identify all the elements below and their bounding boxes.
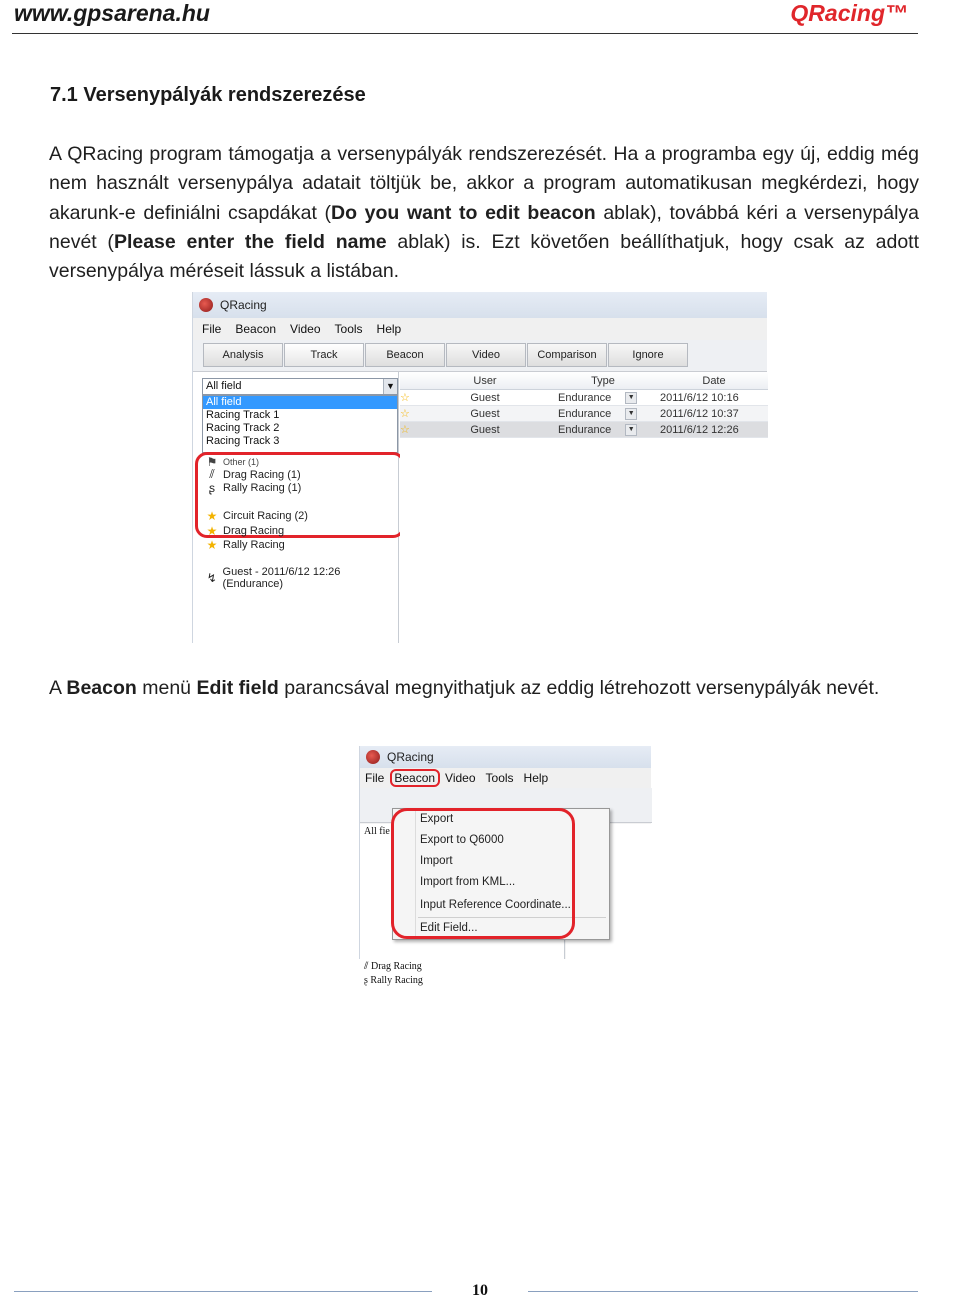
dropdown-option-track-3[interactable]: Racing Track 3 xyxy=(206,435,280,447)
paragraph-edit-field xyxy=(49,674,919,703)
window-body xyxy=(360,788,651,986)
menu-beacon[interactable]: Beacon xyxy=(235,322,277,336)
track-tree-pane xyxy=(193,372,399,643)
field-filter-select[interactable]: All fie xyxy=(364,826,390,837)
window-title: QRacing xyxy=(220,298,267,312)
chevron-down-icon[interactable]: ▼ xyxy=(383,379,397,394)
star-icon: ★ xyxy=(206,538,218,552)
screenshot-track-filter xyxy=(192,292,767,643)
field-filter-dropdown xyxy=(202,395,398,453)
menu-item-export-q6000[interactable]: Export to Q6000 xyxy=(420,834,504,846)
tab-track[interactable]: Track xyxy=(284,343,364,367)
column-header-user[interactable]: User xyxy=(473,374,497,387)
flag-icon: ⚑ xyxy=(206,455,218,469)
table-row[interactable]: ☆ Guest Endurance ▼ 2011/6/12 10:16 xyxy=(400,390,768,406)
para1-bold1: Do you want to edit beacon xyxy=(331,201,596,224)
para2-text2: menü xyxy=(136,677,197,699)
qracing-app-icon xyxy=(199,298,213,312)
tab-analysis[interactable]: Analysis xyxy=(203,343,283,367)
tree-item-rally-racing[interactable]: ʂ Rally Racing (1) xyxy=(205,481,301,495)
tree-item-session[interactable]: ↯ Guest - 2011/6/12 12:26 (Endurance) xyxy=(206,566,341,590)
menu-item-edit-field[interactable]: Edit Field... xyxy=(420,922,478,934)
menu-help[interactable]: Help xyxy=(376,322,402,336)
tree-item-drag-racing-2[interactable]: ★ Drag Racing xyxy=(206,524,285,538)
window-titlebar xyxy=(360,746,651,768)
para1-text1: A QRacing program támogatja a versenypályák rendszerezését. Ha a programba egy új, eddig még nem használt versenypálya adatait töltjük be, akkor a program automatikusan megkérdezi, hogy akarunk-e definiálni csapdákat ( xyxy=(49,143,919,224)
column-header-type[interactable]: Type xyxy=(591,374,615,387)
para2-bold1: Beacon xyxy=(66,677,137,699)
menu-video[interactable]: Video xyxy=(290,322,321,336)
menu-video[interactable]: Video xyxy=(445,771,476,785)
para2-bold2: Edit field xyxy=(196,677,279,699)
footer-rule-right xyxy=(528,1291,918,1292)
tree-item-rally-racing[interactable]: ʂ Rally Racing xyxy=(364,975,423,986)
qracing-app-icon xyxy=(366,750,380,764)
highlight-circle xyxy=(391,808,575,939)
field-filter-value: All field xyxy=(206,380,242,392)
footer-rule-left xyxy=(14,1291,432,1292)
menu-item-export[interactable]: Export xyxy=(420,813,454,825)
menu-beacon[interactable]: Beacon xyxy=(394,771,436,785)
highlight-beacon-menu xyxy=(390,769,440,787)
tree-item-other[interactable]: ⚑ Other (1) xyxy=(206,455,260,469)
tree-item-drag-racing[interactable]: ⫽ Drag Racing xyxy=(364,961,422,972)
star-icon: ☆ xyxy=(400,424,410,436)
para1-text3: ablak) is. Ezt követően beállíthatjuk, hogy csak az adott versenypálya méréseit lássuk a listában. xyxy=(49,230,919,283)
table-row[interactable]: ☆ Guest Endurance ▼ 2011/6/12 10:37 xyxy=(400,406,768,422)
tab-bar xyxy=(193,340,767,372)
star-icon: ☆ xyxy=(400,392,410,404)
menu-item-input-reference-coordinate[interactable]: Input Reference Coordinate... xyxy=(420,899,571,911)
star-icon: ★ xyxy=(206,509,218,523)
menu-file[interactable]: File xyxy=(365,771,385,785)
table-row[interactable]: ☆ Guest Endurance ▼ 2011/6/12 12:26 xyxy=(400,422,768,438)
tab-comparison[interactable]: Comparison xyxy=(527,343,607,367)
product-name: QRacing™ xyxy=(790,0,908,26)
header-rule xyxy=(12,33,918,34)
field-filter-select[interactable] xyxy=(202,378,398,395)
para2-text3: parancsával megnyithatjuk az eddig létrehozott versenypályák nevét. xyxy=(278,677,880,699)
session-table xyxy=(400,372,768,643)
chevron-down-icon[interactable]: ▼ xyxy=(625,408,637,420)
window-titlebar xyxy=(193,292,767,318)
menu-file[interactable]: File xyxy=(202,322,222,336)
session-icon: ↯ xyxy=(206,571,217,585)
drag-racing-icon: ⫽ xyxy=(209,467,215,481)
chevron-down-icon[interactable]: ▼ xyxy=(625,424,637,436)
menu-tools[interactable]: Tools xyxy=(334,322,363,336)
site-url: www.gpsarena.hu xyxy=(14,0,210,26)
star-icon: ☆ xyxy=(400,408,410,420)
paragraph-intro xyxy=(49,140,919,286)
rally-racing-icon: ʂ xyxy=(209,481,215,495)
screenshot-beacon-menu xyxy=(359,746,651,986)
star-icon: ★ xyxy=(206,524,218,538)
tree-item-rally-racing-2[interactable]: ★ Rally Racing xyxy=(206,538,285,552)
window-title: QRacing xyxy=(387,750,434,764)
tree-item-circuit-racing[interactable]: ★ Circuit Racing (2) xyxy=(206,509,308,523)
tab-ignore[interactable]: Ignore xyxy=(608,343,688,367)
column-header-date[interactable]: Date xyxy=(702,374,726,387)
rally-racing-icon: ʂ xyxy=(364,975,371,986)
menu-item-import[interactable]: Import xyxy=(420,855,453,867)
table-header xyxy=(400,372,768,390)
tree-item-drag-racing[interactable]: ⫽ Drag Racing (1) xyxy=(205,467,301,482)
tab-beacon[interactable]: Beacon xyxy=(365,343,445,367)
para1-text2: ablak), továbbá kéri a versenypálya nevét ( xyxy=(49,201,920,253)
dropdown-option-track-2[interactable]: Racing Track 2 xyxy=(206,422,280,434)
section-heading: 7.1 Versenypályák rendszerezése xyxy=(50,84,366,106)
menubar xyxy=(193,318,767,340)
para1-bold2: Please enter the field name xyxy=(113,230,387,253)
dropdown-option-all-field[interactable]: All field xyxy=(203,396,397,409)
drag-racing-icon: ⫽ xyxy=(364,961,371,972)
tab-video[interactable]: Video xyxy=(446,343,526,367)
menu-item-import-kml[interactable]: Import from KML... xyxy=(420,876,516,888)
menu-tools[interactable]: Tools xyxy=(485,771,514,785)
dropdown-option-track-1[interactable]: Racing Track 1 xyxy=(206,409,280,421)
para2-text1: A xyxy=(49,677,67,699)
chevron-down-icon[interactable]: ▼ xyxy=(625,392,637,404)
page-number: 10 xyxy=(472,1282,488,1299)
menu-help[interactable]: Help xyxy=(523,771,549,785)
